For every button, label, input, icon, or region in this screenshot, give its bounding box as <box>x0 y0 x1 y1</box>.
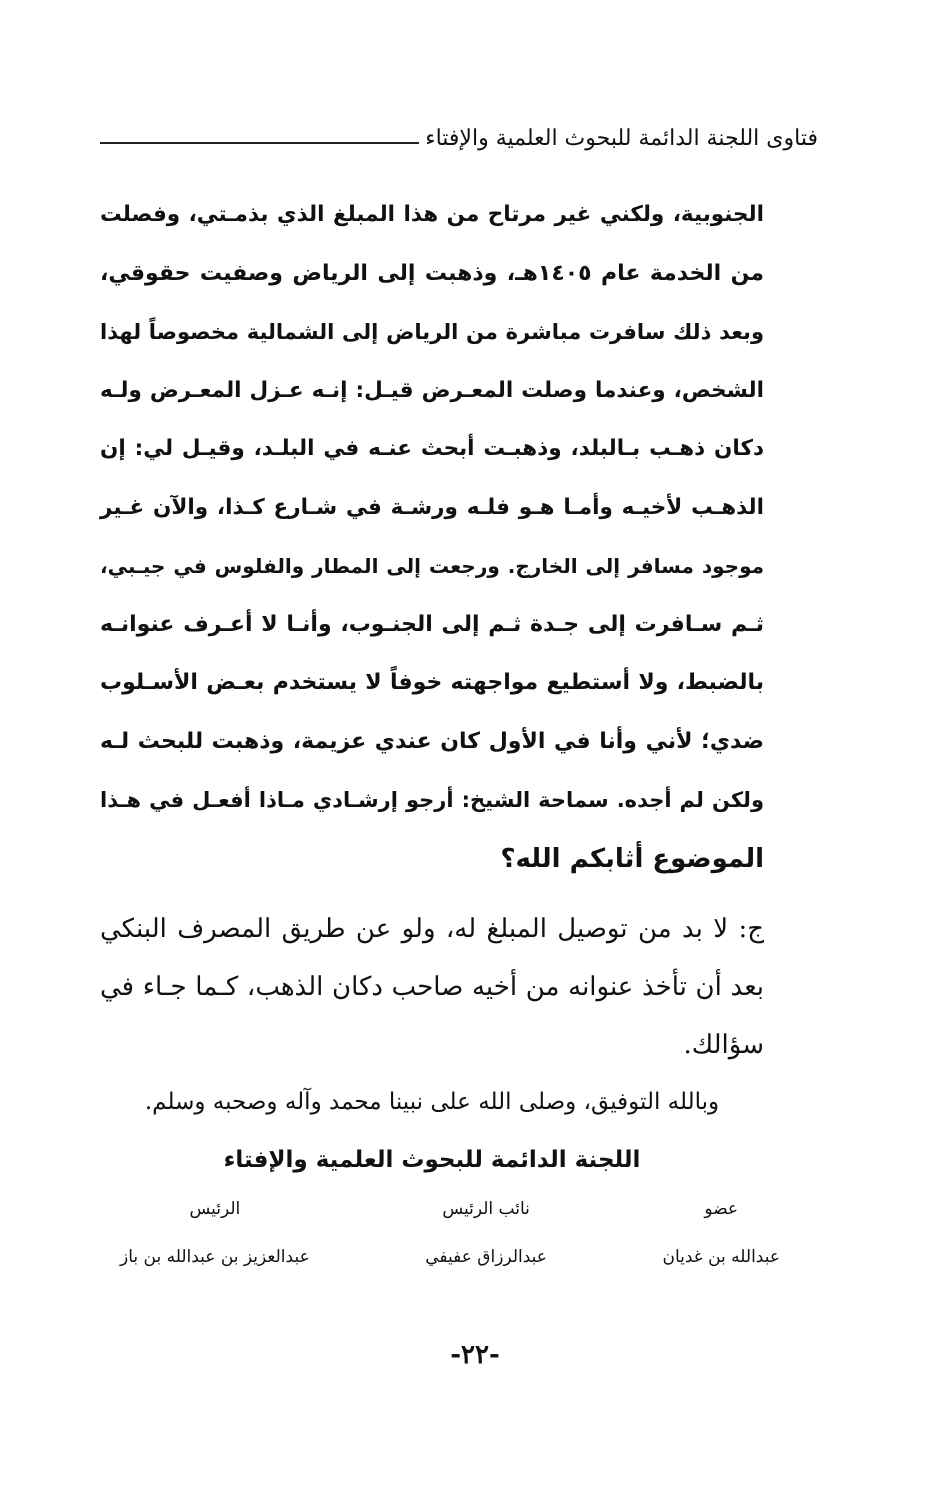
question-line: موجود مسافر إلى الخارج. ورجعت إلى المطار والفلوس في جيـبي، <box>100 554 764 578</box>
header-rule <box>100 142 419 144</box>
question-line: الجنوبية، ولكني غير مرتاح من هذا المبلغ الذي بذمـتي، وفصلت <box>100 202 764 227</box>
signatory-name: عبدالعزيز بن عبدالله بن باز <box>120 1247 310 1267</box>
signatories <box>120 1196 780 1270</box>
question-line: الشخص، وعندما وصلت المعـرض قيـل: إنـه عـزل المعـرض ولـه <box>100 377 764 403</box>
closing-text: وبالله التوفيق، وصلى الله على نبينا محمد وآله وصحبه وسلم. <box>144 1089 720 1115</box>
question-line: ثـم سـافرت إلى جـدة ثـم إلى الجنـوب، وأنـا لا أعـرف عنوانـه <box>100 611 764 637</box>
signatory-role: عضو <box>704 1199 739 1219</box>
signatory-member <box>662 1196 780 1270</box>
answer-line: بعد أن تأخذ عنوانه من أخيه صاحب دكان الذهب، كـما جـاء في <box>100 972 764 1002</box>
question-line: دكان ذهـب بـالبلد، وذهبـت أبحث عنـه في البلـد، وقيـل لي: إن <box>100 436 764 461</box>
question-line: وبعد ذلك سافرت مباشرة من الرياض إلى الشمالية مخصوصاً لهذا <box>100 320 764 344</box>
signatory-vice-president <box>425 1196 547 1270</box>
answer-line: سؤالك. <box>683 1030 764 1060</box>
question-line: ولكن لم أجده. سماحة الشيخ: أرجو إرشـادي مـاذا أفعـل في هـذا <box>100 788 764 812</box>
running-header <box>100 118 818 158</box>
running-header-title: فتاوى اللجنة الدائمة للبحوث العلمية والإفتاء <box>425 125 818 151</box>
question-line: الذهـب لأخيـه وأمـا هـو فلـه ورشـة في شـارع كـذا، والآن غـير <box>100 494 764 520</box>
question-text <box>100 186 764 888</box>
signatory-name: عبدالرزاق عفيفي <box>425 1247 547 1267</box>
question-line: من الخدمة عام ١٤٠٥هـ، وذهبت إلى الرياض وصفيت حقوقي، <box>100 260 765 286</box>
question-line: بالضبط، ولا أستطيع مواجهته خوفاً لا يستخدم بعـض الأسـلوب <box>100 670 764 695</box>
question-line: ضدي؛ لأني وأنا في الأول كان عندي عزيمة، وذهبت للبحث لـه <box>100 728 764 754</box>
signatory-name: عبدالله بن غديان <box>662 1247 780 1267</box>
answer-text <box>100 900 764 1074</box>
committee-name: اللجنة الدائمة للبحوث العلمية والإفتاء <box>223 1147 641 1173</box>
signatory-role: نائب الرئيس <box>442 1199 530 1219</box>
signatory-president <box>120 1196 310 1270</box>
signatory-role: الرئيس <box>189 1199 241 1219</box>
question-line: الموضوع أثابكم الله؟ <box>500 843 764 874</box>
page-number: -٢٢- <box>450 1340 500 1370</box>
answer-line: ج: لا بد من توصيل المبلغ له، ولو عن طريق المصرف البنكي <box>100 914 764 944</box>
